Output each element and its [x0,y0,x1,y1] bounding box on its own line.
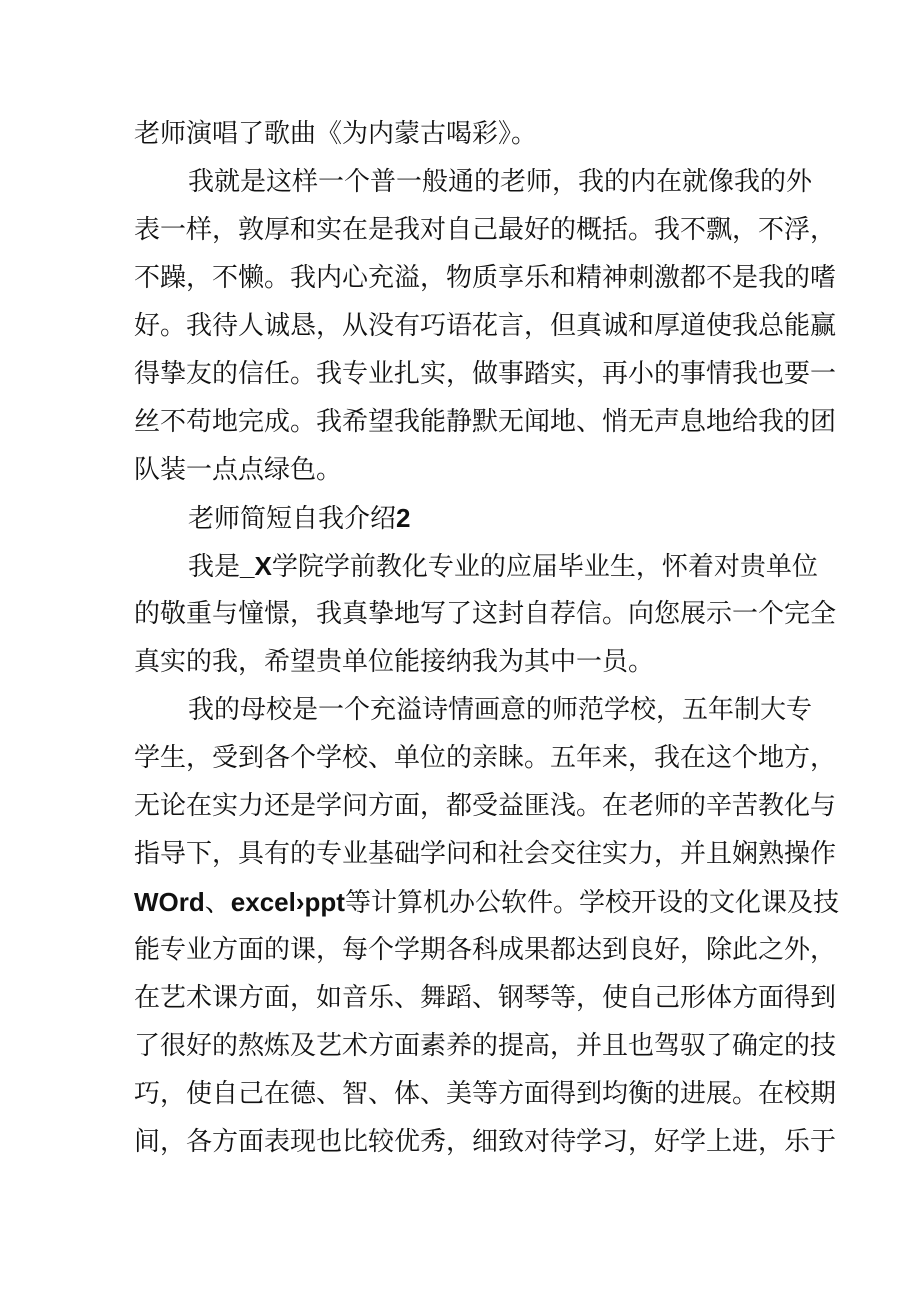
text-run: 真实的我，希望贵单位能接纳我为其中一员。 [134,647,655,677]
paragraph-first-line [188,160,813,204]
text-line [134,880,839,924]
text-run: 学生，受到各个学校、单位的亲睐。五年来，我在这个地方， [134,743,837,773]
section-heading [188,496,794,540]
text-run: 间，各方面表现也比较优秀，细致对待学习，好学上进，乐于 [134,1127,837,1157]
text-line [134,736,837,780]
text-run: 好。我待人诚恳，从没有巧语花言，但真诚和厚道使我总能赢 [134,311,837,341]
placeholder-text: _X [240,551,272,581]
text-run: 、 [204,888,231,918]
text-run: 的敬重与憧憬，我真挚地写了这封自荐信。向您展示一个完全 [134,599,837,629]
text-line [134,640,794,684]
text-run: 能专业方面的课，每个学期各科成果都达到良好，除此之外， [134,935,837,965]
text-line [134,1120,837,1164]
software-name: excel›ppt [230,887,345,917]
text-line [134,1072,837,1116]
text-run: 巧，使自己在德、智、体、美等方面得到均衡的进展。在校期 [134,1079,837,1109]
text-run: 指导下，具有的专业基础学问和社会交往实力，并且娴熟操作 [134,839,837,869]
text-run: 学院学前教化专业的应届毕业生，怀着对贵单位 [271,552,818,582]
text-line [134,208,837,252]
text-line [134,112,794,156]
text-run: 表一样，敦厚和实在是我对自己最好的概括。我不飘，不浮， [134,215,837,245]
text-run: 得挚友的信任。我专业扎实，做事踏实，再小的事情我也要一 [134,359,837,389]
text-line [134,928,837,972]
text-run: 在艺术课方面，如音乐、舞蹈、钢琴等，使自己形体方面得到 [134,983,837,1013]
text-line [134,592,837,636]
text-run: 我的母校是一个充溢诗情画意的师范学校，五年制大专 [188,695,813,725]
text-line [134,448,794,492]
text-run: 队装一点点绿色。 [134,455,343,485]
text-run: 等计算机办公软件。学校开设的文化课及技 [344,888,839,918]
text-run: 丝不苟地完成。我希望我能静默无闻地、悄无声息地给我的团 [134,407,837,437]
text-line [134,352,837,396]
text-run: 了很好的熬炼及艺术方面素养的提高，并且也驾驭了确定的技 [134,1031,837,1061]
text-run: 我就是这样一个普一般通的老师，我的内在就像我的外 [188,167,813,197]
text-run: 我是 [188,552,241,582]
text-line [134,976,837,1020]
paragraph-first-line [188,688,813,732]
text-run: 老师简短自我介绍 [188,504,397,534]
text-line [134,400,837,444]
software-name: WOrd [134,887,205,917]
text-run: 无论在实力还是学问方面，都受益匪浅。在老师的辛苦教化与 [134,791,837,821]
text-line [134,1024,837,1068]
text-run: 老师演唱了歌曲《为内蒙古喝彩》。 [134,119,538,149]
text-line [134,832,837,876]
text-line [134,784,837,828]
paragraph-first-line [188,544,818,588]
text-line [134,304,837,348]
text-line [134,256,837,300]
heading-number: 2 [396,503,411,533]
text-run: 不躁，不懒。我内心充溢，物质享乐和精神刺激都不是我的嗜 [134,263,837,293]
